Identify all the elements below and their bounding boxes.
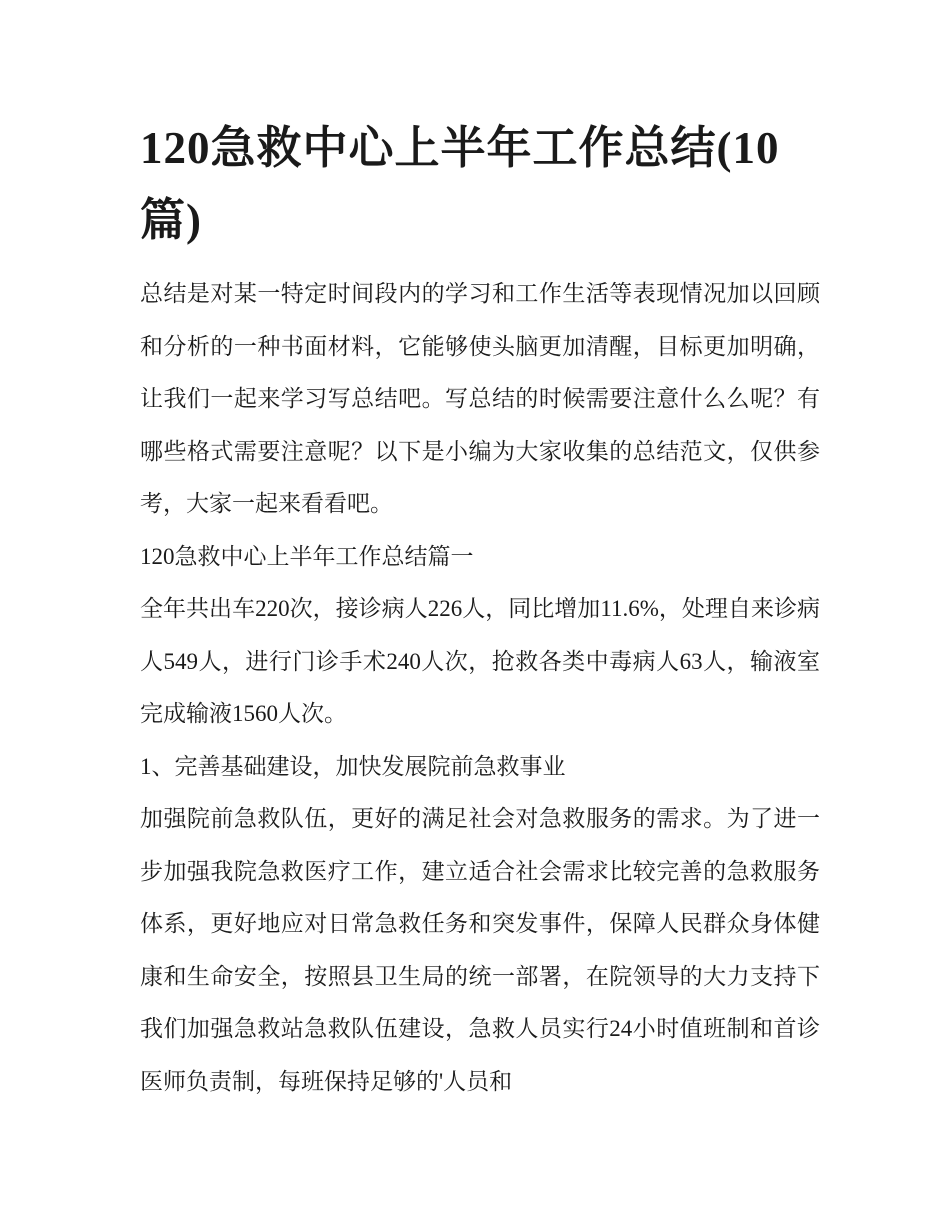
body-paragraph: 加强院前急救队伍，更好的满足社会对急救服务的需求。为了进一步加强我院急救医疗工作，建立适合社会需求比较完善的急救服务体系，更好地应对日常急救任务和突发事件，保障人民群众身体健康和生命安全，按照县卫生局的统一部署，在院领导的大力支持下我们加强急救站急救队伍建设，急救人员实行24小时值班制和首诊医师负责制，每班保持足够的'人员和 xyxy=(140,806,820,1094)
intro-paragraph: 总结是对某一特定时间段内的学习和工作生活等表现情况加以回顾和分析的一种书面材料，它能够使头脑更加清醒，目标更加明确，让我们一起来学习写总结吧。写总结的时候需要注意什么么呢？有哪些格式需要注意呢？以下是小编为大家收集的总结范文，仅供参考，大家一起来看看吧。 xyxy=(140,281,820,516)
document-page xyxy=(140,112,820,1108)
statistics-paragraph: 全年共出车220次，接诊病人226人，同比增加11.6%，处理自来诊病人549人，进行门诊手术240人次，抢救各类中毒病人63人，输液室完成输液1560人次。 xyxy=(140,596,820,726)
section-title: 120急救中心上半年工作总结篇一 xyxy=(140,543,474,569)
subsection-title: 1、完善基础建设，加快发展院前急救事业 xyxy=(140,753,566,779)
document-title: 120急救中心上半年工作总结(10篇) xyxy=(140,123,780,245)
